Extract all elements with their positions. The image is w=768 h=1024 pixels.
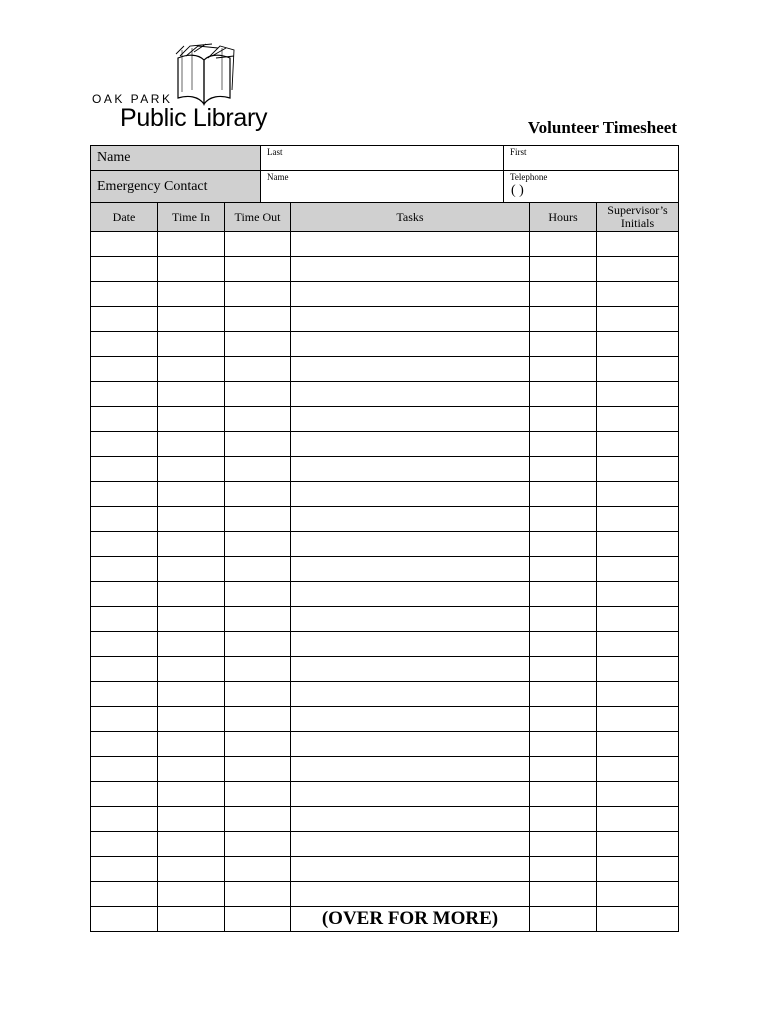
- tasks-cell[interactable]: [291, 582, 530, 607]
- supervisor-initials-cell[interactable]: [597, 532, 679, 557]
- time-out-cell[interactable]: [225, 332, 291, 357]
- date-cell[interactable]: [91, 382, 158, 407]
- tasks-cell[interactable]: [291, 357, 530, 382]
- time-out-cell[interactable]: [225, 607, 291, 632]
- timesheet-header-row: [91, 203, 679, 232]
- time-out-cell[interactable]: [225, 857, 291, 882]
- supervisor-initials-cell[interactable]: [597, 732, 679, 757]
- time-in-cell[interactable]: [158, 757, 225, 782]
- date-cell[interactable]: [91, 357, 158, 382]
- time-out-cell[interactable]: [225, 907, 291, 932]
- supervisor-initials-cell[interactable]: [597, 507, 679, 532]
- date-cell[interactable]: [91, 232, 158, 257]
- table-row: [91, 332, 679, 357]
- time-out-cell[interactable]: [225, 782, 291, 807]
- hours-cell[interactable]: [530, 232, 597, 257]
- table-row: [91, 707, 679, 732]
- emergency-name-caption: Name: [267, 172, 289, 182]
- tasks-cell[interactable]: [291, 532, 530, 557]
- tasks-cell[interactable]: [291, 857, 530, 882]
- supervisor-initials-cell[interactable]: [597, 257, 679, 282]
- table-row: [91, 782, 679, 807]
- telephone-area-code-parens: ( ): [511, 183, 524, 198]
- time-out-cell[interactable]: [225, 282, 291, 307]
- emergency-contact-row: [91, 171, 679, 203]
- time-in-cell[interactable]: [158, 882, 225, 907]
- time-out-cell[interactable]: [225, 232, 291, 257]
- time-out-cell[interactable]: [225, 407, 291, 432]
- tasks-cell[interactable]: [291, 407, 530, 432]
- supervisor-initials-cell[interactable]: [597, 632, 679, 657]
- logo-text-oak-park: OAK PARK: [92, 92, 173, 106]
- time-in-cell[interactable]: [158, 907, 225, 932]
- table-row: [91, 882, 679, 907]
- date-cell[interactable]: [91, 657, 158, 682]
- supervisor-initials-cell[interactable]: [597, 382, 679, 407]
- hours-cell[interactable]: [530, 682, 597, 707]
- supervisor-initials-cell[interactable]: [597, 782, 679, 807]
- time-out-cell[interactable]: [225, 757, 291, 782]
- open-book-icon: [172, 40, 238, 106]
- logo-text-public-library: Public Library: [120, 104, 268, 132]
- supervisor-initials-cell[interactable]: [597, 332, 679, 357]
- supervisor-initials-cell[interactable]: [597, 857, 679, 882]
- time-out-cell[interactable]: [225, 557, 291, 582]
- time-in-cell[interactable]: [158, 782, 225, 807]
- first-name-field[interactable]: [504, 146, 679, 171]
- name-label: Name: [91, 146, 261, 171]
- time-out-cell[interactable]: [225, 507, 291, 532]
- tasks-cell[interactable]: [291, 307, 530, 332]
- tasks-cell[interactable]: [291, 382, 530, 407]
- table-row: [91, 582, 679, 607]
- date-cell[interactable]: [91, 407, 158, 432]
- date-cell[interactable]: [91, 432, 158, 457]
- time-in-cell[interactable]: [158, 507, 225, 532]
- time-in-cell[interactable]: [158, 257, 225, 282]
- time-out-cell[interactable]: [225, 732, 291, 757]
- date-cell[interactable]: [91, 682, 158, 707]
- table-row: [91, 457, 679, 482]
- telephone-caption: Telephone: [510, 172, 548, 182]
- tasks-cell[interactable]: [291, 757, 530, 782]
- hours-cell[interactable]: [530, 382, 597, 407]
- time-in-cell[interactable]: [158, 232, 225, 257]
- hours-cell[interactable]: [530, 707, 597, 732]
- volunteer-info-grid: [90, 145, 679, 203]
- supervisor-initials-cell[interactable]: [597, 232, 679, 257]
- time-out-cell[interactable]: [225, 257, 291, 282]
- hours-cell[interactable]: [530, 607, 597, 632]
- time-in-cell[interactable]: [158, 632, 225, 657]
- time-out-cell[interactable]: [225, 882, 291, 907]
- table-row: [91, 232, 679, 257]
- supervisor-initials-cell[interactable]: [597, 757, 679, 782]
- telephone-field[interactable]: [504, 171, 679, 203]
- page-title: Volunteer Timesheet: [527, 118, 677, 137]
- time-in-cell[interactable]: [158, 607, 225, 632]
- time-in-cell[interactable]: [158, 307, 225, 332]
- supervisor-initials-cell[interactable]: [597, 807, 679, 832]
- last-name-field[interactable]: [261, 146, 504, 171]
- timesheet-footer-row: [91, 907, 679, 932]
- table-row: [91, 382, 679, 407]
- time-out-cell[interactable]: [225, 307, 291, 332]
- first-name-caption: First: [510, 147, 527, 157]
- tasks-cell[interactable]: [291, 657, 530, 682]
- time-out-cell[interactable]: [225, 707, 291, 732]
- hours-cell[interactable]: [530, 782, 597, 807]
- time-in-cell[interactable]: [158, 332, 225, 357]
- date-cell[interactable]: [91, 257, 158, 282]
- supervisor-initials-cell[interactable]: [597, 882, 679, 907]
- date-cell[interactable]: [91, 507, 158, 532]
- column-header-time-out: Time Out: [225, 203, 291, 232]
- time-in-cell[interactable]: [158, 732, 225, 757]
- time-in-cell[interactable]: [158, 532, 225, 557]
- tasks-cell[interactable]: [291, 632, 530, 657]
- time-out-cell[interactable]: [225, 432, 291, 457]
- time-out-cell[interactable]: [225, 807, 291, 832]
- date-cell[interactable]: [91, 557, 158, 582]
- tasks-cell[interactable]: [291, 257, 530, 282]
- hours-cell[interactable]: [530, 582, 597, 607]
- date-cell[interactable]: [91, 807, 158, 832]
- tasks-cell[interactable]: [291, 832, 530, 857]
- time-out-cell[interactable]: [225, 582, 291, 607]
- supervisor-initials-cell[interactable]: [597, 657, 679, 682]
- over-for-more-note: (OVER FOR MORE): [291, 907, 530, 932]
- column-header-date: Date: [91, 203, 158, 232]
- time-in-cell[interactable]: [158, 857, 225, 882]
- column-header-tasks: Tasks: [291, 203, 530, 232]
- table-row: [91, 832, 679, 857]
- column-header-hours: Hours: [530, 203, 597, 232]
- hours-cell[interactable]: [530, 832, 597, 857]
- time-out-cell[interactable]: [225, 682, 291, 707]
- time-out-cell[interactable]: [225, 482, 291, 507]
- column-header-supervisor-initials: Supervisor’s Initials: [597, 203, 679, 232]
- date-cell[interactable]: [91, 282, 158, 307]
- table-row: [91, 607, 679, 632]
- emergency-name-field[interactable]: [261, 171, 504, 203]
- time-in-cell[interactable]: [158, 382, 225, 407]
- hours-cell[interactable]: [530, 257, 597, 282]
- date-cell[interactable]: [91, 607, 158, 632]
- hours-cell[interactable]: [530, 332, 597, 357]
- table-row: [91, 532, 679, 557]
- time-in-cell[interactable]: [158, 457, 225, 482]
- tasks-cell[interactable]: [291, 432, 530, 457]
- hours-cell[interactable]: [530, 632, 597, 657]
- table-row: [91, 282, 679, 307]
- tasks-cell[interactable]: [291, 507, 530, 532]
- time-out-cell[interactable]: [225, 632, 291, 657]
- date-cell[interactable]: [91, 832, 158, 857]
- date-cell[interactable]: [91, 857, 158, 882]
- hours-cell[interactable]: [530, 532, 597, 557]
- table-row: [91, 757, 679, 782]
- supervisor-initials-cell[interactable]: [597, 357, 679, 382]
- supervisor-initials-cell[interactable]: [597, 682, 679, 707]
- time-in-cell[interactable]: [158, 482, 225, 507]
- date-cell[interactable]: [91, 582, 158, 607]
- time-in-cell[interactable]: [158, 407, 225, 432]
- hours-cell[interactable]: [530, 457, 597, 482]
- date-cell[interactable]: [91, 782, 158, 807]
- supervisor-initials-cell[interactable]: [597, 432, 679, 457]
- tasks-cell[interactable]: [291, 282, 530, 307]
- time-in-cell[interactable]: [158, 807, 225, 832]
- tasks-cell[interactable]: [291, 482, 530, 507]
- date-cell[interactable]: [91, 632, 158, 657]
- hours-cell[interactable]: [530, 282, 597, 307]
- supervisor-initials-cell[interactable]: [597, 832, 679, 857]
- hours-cell[interactable]: [530, 907, 597, 932]
- supervisor-initials-cell[interactable]: [597, 607, 679, 632]
- hours-cell[interactable]: [530, 657, 597, 682]
- tasks-cell[interactable]: [291, 807, 530, 832]
- time-in-cell[interactable]: [158, 282, 225, 307]
- supervisor-initials-cell[interactable]: [597, 407, 679, 432]
- table-row: [91, 857, 679, 882]
- tasks-cell[interactable]: [291, 232, 530, 257]
- date-cell[interactable]: [91, 532, 158, 557]
- supervisor-initials-cell[interactable]: [597, 307, 679, 332]
- column-header-time-in: Time In: [158, 203, 225, 232]
- date-cell[interactable]: [91, 332, 158, 357]
- hours-cell[interactable]: [530, 807, 597, 832]
- tasks-cell[interactable]: [291, 457, 530, 482]
- timesheet-body: [91, 232, 679, 907]
- supervisor-initials-cell[interactable]: [597, 457, 679, 482]
- time-out-cell[interactable]: [225, 832, 291, 857]
- time-in-cell[interactable]: [158, 682, 225, 707]
- supervisor-initials-cell[interactable]: [597, 582, 679, 607]
- table-row: [91, 357, 679, 382]
- last-name-caption: Last: [267, 147, 283, 157]
- date-cell[interactable]: [91, 882, 158, 907]
- hours-cell[interactable]: [530, 407, 597, 432]
- time-out-cell[interactable]: [225, 382, 291, 407]
- tasks-cell[interactable]: [291, 707, 530, 732]
- tasks-cell[interactable]: [291, 682, 530, 707]
- library-logo: [92, 40, 272, 140]
- table-row: [91, 682, 679, 707]
- hours-cell[interactable]: [530, 307, 597, 332]
- table-row: [91, 482, 679, 507]
- hours-cell[interactable]: [530, 882, 597, 907]
- supervisor-initials-cell[interactable]: [597, 282, 679, 307]
- table-row: [91, 807, 679, 832]
- tasks-cell[interactable]: [291, 607, 530, 632]
- hours-cell[interactable]: [530, 357, 597, 382]
- date-cell[interactable]: [91, 307, 158, 332]
- name-row: [91, 146, 679, 171]
- supervisor-initials-cell[interactable]: [597, 482, 679, 507]
- emergency-contact-label: Emergency Contact: [91, 171, 261, 203]
- table-row: [91, 407, 679, 432]
- time-out-cell[interactable]: [225, 457, 291, 482]
- time-in-cell[interactable]: [158, 582, 225, 607]
- time-out-cell[interactable]: [225, 532, 291, 557]
- table-row: [91, 657, 679, 682]
- time-out-cell[interactable]: [225, 657, 291, 682]
- table-row: [91, 432, 679, 457]
- tasks-cell[interactable]: [291, 557, 530, 582]
- hours-cell[interactable]: [530, 432, 597, 457]
- supervisor-initials-cell[interactable]: [597, 907, 679, 932]
- tasks-cell[interactable]: [291, 782, 530, 807]
- date-cell[interactable]: [91, 732, 158, 757]
- hours-cell[interactable]: [530, 482, 597, 507]
- tasks-cell[interactable]: [291, 882, 530, 907]
- time-in-cell[interactable]: [158, 357, 225, 382]
- date-cell[interactable]: [91, 907, 158, 932]
- date-cell[interactable]: [91, 757, 158, 782]
- timesheet-table: [90, 202, 679, 932]
- date-cell[interactable]: [91, 707, 158, 732]
- hours-cell[interactable]: [530, 507, 597, 532]
- time-in-cell[interactable]: [158, 832, 225, 857]
- time-in-cell[interactable]: [158, 657, 225, 682]
- table-row: [91, 507, 679, 532]
- hours-cell[interactable]: [530, 857, 597, 882]
- time-in-cell[interactable]: [158, 432, 225, 457]
- time-in-cell[interactable]: [158, 557, 225, 582]
- table-row: [91, 557, 679, 582]
- hours-cell[interactable]: [530, 757, 597, 782]
- tasks-cell[interactable]: [291, 332, 530, 357]
- table-row: [91, 307, 679, 332]
- table-row: [91, 732, 679, 757]
- date-cell[interactable]: [91, 457, 158, 482]
- time-out-cell[interactable]: [225, 357, 291, 382]
- hours-cell[interactable]: [530, 557, 597, 582]
- time-in-cell[interactable]: [158, 707, 225, 732]
- table-row: [91, 632, 679, 657]
- table-row: [91, 257, 679, 282]
- hours-cell[interactable]: [530, 732, 597, 757]
- supervisor-initials-cell[interactable]: [597, 707, 679, 732]
- supervisor-initials-cell[interactable]: [597, 557, 679, 582]
- date-cell[interactable]: [91, 482, 158, 507]
- tasks-cell[interactable]: [291, 732, 530, 757]
